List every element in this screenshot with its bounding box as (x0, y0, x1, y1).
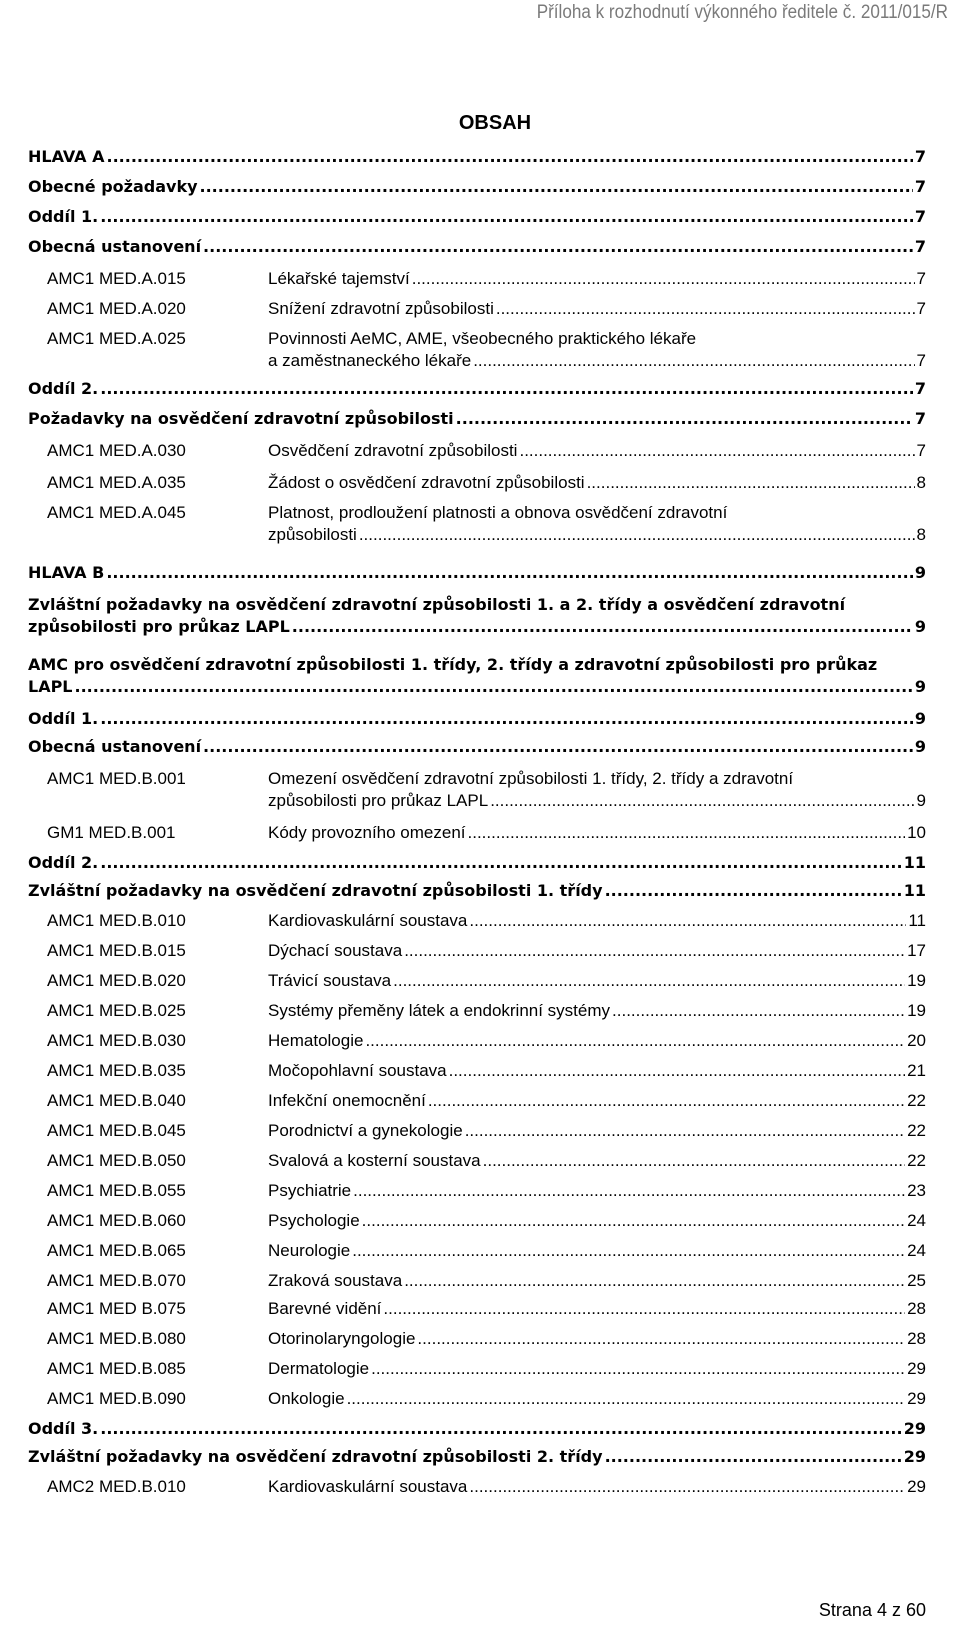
toc-page-number: 25 (907, 1271, 926, 1290)
toc-entry-title: Zraková soustava (268, 1271, 403, 1290)
toc-entry-code: AMC1 MED B.075 (47, 1299, 186, 1318)
toc-page-number: 11 (908, 911, 926, 930)
toc-entry-title: Obecné požadavky (28, 177, 198, 196)
toc-page-number: 19 (907, 971, 926, 990)
toc-entry-title: HLAVA B (28, 563, 105, 582)
toc-page-number: 22 (907, 1091, 926, 1110)
toc-page-number: 29 (907, 1389, 926, 1408)
toc-dot-leader (203, 236, 913, 257)
toc-entry-code: AMC1 MED.B.070 (47, 1271, 186, 1290)
toc-dot-leader (612, 1000, 905, 1021)
toc-dot-leader (469, 910, 906, 931)
toc-page-number: 23 (907, 1181, 926, 1200)
toc-entry-code: AMC1 MED.A.020 (47, 299, 186, 318)
toc-entry-code: AMC1 MED.B.035 (47, 1061, 186, 1080)
toc-entry-title: Kardiovaskulární soustava (268, 1477, 468, 1496)
toc-entry-title: Oddíl 1. (28, 709, 99, 728)
toc-entry-code: AMC1 MED.B.085 (47, 1359, 186, 1378)
toc-entry-title: Požadavky na osvědčení zdravotní způsobilosti (28, 409, 454, 428)
toc-dot-leader (404, 940, 905, 961)
toc-entry-title: Osvědčení zdravotní způsobilosti (268, 441, 518, 460)
toc-page-number: 9 (914, 617, 926, 636)
toc-page-number: 7 (916, 441, 926, 460)
toc-page-number: 8 (916, 525, 926, 544)
toc-entry-title: Systémy přeměny látek a endokrinní systémy (268, 1001, 611, 1020)
toc-page-number: 9 (916, 791, 926, 810)
toc-page-number: 7 (916, 269, 926, 288)
toc-entry-title-line1: AMC pro osvědčení zdravotní způsobilosti 1. třídy, 2. třídy a zdravotní způsobilosti pro průkaz (28, 655, 878, 674)
toc-dot-leader (353, 1180, 905, 1201)
toc-entry-title: Onkologie (268, 1389, 345, 1408)
toc-page-number: 22 (907, 1151, 926, 1170)
toc-entry-title: Zvláštní požadavky na osvědčení zdravotní způsobilosti 2. třídy (28, 1447, 603, 1466)
toc-page-number: 21 (907, 1061, 926, 1080)
toc-dot-leader (383, 1298, 905, 1319)
toc-page-number: 29 (907, 1359, 926, 1378)
toc-dot-leader (292, 616, 913, 637)
toc-dot-leader (428, 1090, 905, 1111)
toc-entry-title: Infekční onemocnění (268, 1091, 426, 1110)
toc-dot-leader (605, 880, 902, 901)
toc-entry-title: způsobilosti pro průkaz LAPL (268, 791, 489, 810)
toc-page-number: 20 (907, 1031, 926, 1050)
toc-page-number: 22 (907, 1121, 926, 1140)
toc-entry-code: AMC2 MED.B.010 (47, 1477, 186, 1496)
toc-entry-title: HLAVA A (28, 147, 105, 166)
toc-entry-title: LAPL (28, 677, 73, 696)
toc-entry-title: Močopohlavní soustava (268, 1061, 447, 1080)
toc-dot-leader (483, 1150, 905, 1171)
toc-dot-leader (106, 562, 913, 583)
toc-page-number: 9 (914, 737, 926, 756)
toc-entry-title: Oddíl 2. (28, 379, 99, 398)
toc-dot-leader (519, 440, 914, 461)
toc-page-number: 9 (914, 709, 926, 728)
toc-page-number: 19 (907, 1001, 926, 1020)
toc-entry-title: Snížení zdravotní způsobilosti (268, 299, 494, 318)
toc-entry-title: Porodnictví a gynekologie (268, 1121, 463, 1140)
toc-entry-title: způsobilosti pro průkaz LAPL (28, 617, 290, 636)
page-title: OBSAH (458, 112, 532, 134)
toc-page-number: 9 (914, 677, 926, 696)
toc-dot-leader (200, 176, 913, 197)
toc-dot-leader (100, 1418, 901, 1439)
toc-dot-leader (412, 268, 915, 289)
toc-page-number: 17 (907, 941, 926, 960)
toc-entry-code: AMC1 MED.B.065 (47, 1241, 186, 1260)
toc-entry-code: AMC1 MED.B.025 (47, 1001, 186, 1020)
toc-dot-leader (456, 408, 913, 429)
toc-dot-leader (362, 1210, 905, 1231)
toc-page-number: 29 (903, 1419, 926, 1438)
toc-entry-title: Psychiatrie (268, 1181, 352, 1200)
toc-page-number: 11 (903, 853, 926, 872)
toc-dot-leader (417, 1328, 905, 1349)
toc-dot-leader (449, 1060, 905, 1081)
toc-entry-code: AMC1 MED.B.090 (47, 1389, 186, 1408)
toc-page-number: 28 (907, 1329, 926, 1348)
toc-entry-code: AMC1 MED.B.080 (47, 1329, 186, 1348)
toc-dot-leader (100, 378, 913, 399)
toc-dot-leader (100, 852, 901, 873)
toc-page-number: 7 (914, 177, 926, 196)
toc-dot-leader (75, 676, 913, 697)
toc-entry-code: AMC1 MED.B.015 (47, 941, 186, 960)
toc-entry-code: AMC1 MED.B.045 (47, 1121, 186, 1140)
toc-entry-title: Žádost o osvědčení zdravotní způsobilosti (268, 473, 585, 492)
toc-entry-code: AMC1 MED.A.030 (47, 441, 186, 460)
toc-entry-title: Obecná ustanovení (28, 237, 202, 256)
toc-dot-leader (107, 146, 913, 167)
toc-entry-title-line1: Platnost, prodloužení platnosti a obnova osvědčení zdravotní (268, 503, 728, 522)
toc-page-number: 7 (916, 351, 926, 370)
toc-page-number: 28 (907, 1299, 926, 1318)
toc-dot-leader (605, 1446, 902, 1467)
toc-entry-title: Kódy provozního omezení (268, 823, 466, 842)
toc-dot-leader (203, 736, 913, 757)
toc-entry-code: AMC1 MED.B.001 (47, 769, 186, 788)
toc-entry-code: AMC1 MED.A.045 (47, 503, 186, 522)
toc-entry-code: AMC1 MED.A.025 (47, 329, 186, 348)
toc-page-number: 29 (903, 1447, 926, 1466)
toc-dot-leader (365, 1030, 905, 1051)
toc-page-number: 24 (907, 1241, 926, 1260)
toc-entry-title: a zaměstnaneckého lékaře (268, 351, 472, 370)
toc-page-number: 24 (907, 1211, 926, 1230)
toc-entry-title: Zvláštní požadavky na osvědčení zdravotní způsobilosti 1. třídy (28, 881, 603, 900)
toc-dot-leader (496, 298, 915, 319)
toc-entry-title: Obecná ustanovení (28, 737, 202, 756)
toc-entry-title: Barevné vidění (268, 1299, 382, 1318)
toc-dot-leader (393, 970, 905, 991)
toc-entry-code: AMC1 MED.B.055 (47, 1181, 186, 1200)
toc-entry-code: AMC1 MED.B.030 (47, 1031, 186, 1050)
toc-dot-leader (587, 472, 915, 493)
toc-page-number: 9 (914, 563, 926, 582)
toc-dot-leader (100, 708, 913, 729)
toc-entry-title: Oddíl 1. (28, 207, 99, 226)
toc-entry-title: Oddíl 2. (28, 853, 99, 872)
toc-entry-title: Lékařské tajemství (268, 269, 410, 288)
toc-dot-leader (490, 790, 914, 811)
toc-dot-leader (404, 1270, 905, 1291)
toc-entry-title: Svalová a kosterní soustava (268, 1151, 481, 1170)
toc-entry-code: AMC1 MED.B.010 (47, 911, 186, 930)
toc-page-number: 11 (903, 881, 926, 900)
page-footer: Strana 4 z 60 (818, 1600, 926, 1620)
toc-entry-title: Hematologie (268, 1031, 364, 1050)
page-header: Příloha k rozhodnutí výkonného ředitele č. 2011/015/R (536, 2, 948, 23)
toc-page-number: 7 (914, 237, 926, 256)
toc-entry-code: AMC1 MED.A.035 (47, 473, 186, 492)
toc-entry-title-line1: Omezení osvědčení zdravotní způsobilosti 1. třídy, 2. třídy a zdravotní (268, 769, 794, 788)
toc-page-number: 29 (907, 1477, 926, 1496)
toc-page-number: 7 (914, 207, 926, 226)
toc-page-number: 8 (916, 473, 926, 492)
toc-dot-leader (352, 1240, 905, 1261)
toc-entry-title: Oddíl 3. (28, 1419, 99, 1438)
toc-entry-title: způsobilosti (268, 525, 357, 544)
toc-dot-leader (473, 350, 914, 371)
toc-entry-title: Neurologie (268, 1241, 351, 1260)
toc-dot-leader (469, 1476, 905, 1497)
toc-page-number: 7 (916, 299, 926, 318)
toc-entry-code: AMC1 MED.B.060 (47, 1211, 186, 1230)
toc-page-number: 7 (914, 147, 926, 166)
toc-page-number: 10 (907, 823, 926, 842)
toc-entry-title: Otorinolaryngologie (268, 1329, 416, 1348)
toc-entry-code: AMC1 MED.B.050 (47, 1151, 186, 1170)
toc-dot-leader (465, 1120, 905, 1141)
toc-entry-code: AMC1 MED.A.015 (47, 269, 186, 288)
toc-entry-title-line1: Zvláštní požadavky na osvědčení zdravotní způsobilosti 1. a 2. třídy a osvědčení zdravotní (28, 595, 846, 614)
toc-dot-leader (359, 524, 915, 545)
toc-dot-leader (468, 822, 906, 843)
toc-dot-leader (371, 1358, 905, 1379)
toc-entry-code: GM1 MED.B.001 (47, 823, 176, 842)
toc-entry-title: Kardiovaskulární soustava (268, 911, 468, 930)
toc-dot-leader (347, 1388, 906, 1409)
toc-entry-code: AMC1 MED.B.040 (47, 1091, 186, 1110)
toc-entry-title: Dýchací soustava (268, 941, 403, 960)
toc-entry-title: Trávicí soustava (268, 971, 392, 990)
toc-page-number: 7 (914, 379, 926, 398)
toc-dot-leader (100, 206, 913, 227)
toc-entry-title: Dermatologie (268, 1359, 370, 1378)
toc-entry-title: Psychologie (268, 1211, 360, 1230)
toc-entry-code: AMC1 MED.B.020 (47, 971, 186, 990)
toc-page-number: 7 (914, 409, 926, 428)
toc-entry-title-line1: Povinnosti AeMC, AME, všeobecného praktického lékaře (268, 329, 697, 348)
